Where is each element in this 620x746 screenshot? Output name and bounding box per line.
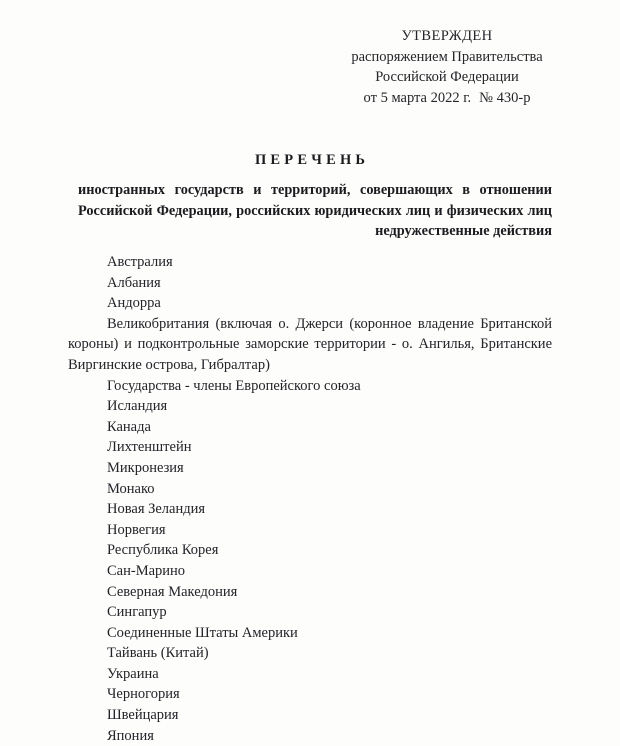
list-item: Андорра: [107, 295, 161, 312]
list-item: Сингапур: [107, 604, 167, 621]
list-item: Норвегия: [107, 521, 166, 538]
approval-date: от 5 марта 2022 г.: [363, 89, 472, 106]
approval-authority-line-2: Российской Федерации: [375, 69, 519, 85]
list-item: Монако: [107, 480, 155, 497]
list-item: Великобритания (включая о. Джерси (коронное владение Британской короны) и подконтрольные заморские территории - о. Ангилья, Британские Виргинские острова, Гибралтар): [68, 315, 552, 373]
list-item: Государства - члены Европейского союза: [107, 377, 361, 394]
approval-number: № 430-р: [479, 89, 531, 106]
list-item: Тайвань (Китай): [107, 645, 209, 662]
list-item: Республика Корея: [107, 542, 219, 559]
list-item: Австралия: [107, 254, 173, 270]
list-item: Соединенные Штаты Америки: [107, 624, 298, 641]
list-item: Швейцария: [107, 707, 179, 724]
list-item: Новая Зеландия: [107, 501, 206, 518]
approval-label: УТВЕРЖДЕН: [401, 28, 493, 44]
list-item: Лихтенштейн: [107, 439, 192, 456]
page-title: ПЕРЕЧЕНЬ: [254, 152, 370, 168]
document-subtitle: иностранных государств и территорий, совершающих в отношении Российской Федерации, российских юридических лиц и физических лиц недружественные действия: [78, 182, 552, 240]
list-item: Япония: [107, 727, 154, 744]
list-item: Сан-Марино: [107, 562, 186, 579]
country-list: [68, 252, 552, 746]
list-item: Черногория: [107, 686, 180, 703]
approval-authority-line-1: распоряжением Правительства: [351, 48, 543, 65]
list-item: Канада: [107, 418, 151, 435]
list-item: Украина: [107, 665, 159, 682]
list-item: Северная Македония: [107, 583, 238, 600]
approval-header: [338, 26, 556, 108]
list-item: Албания: [107, 274, 161, 291]
list-item: Исландия: [107, 398, 168, 415]
approval-date-number: [338, 88, 556, 109]
list-item: Микронезия: [107, 459, 184, 476]
